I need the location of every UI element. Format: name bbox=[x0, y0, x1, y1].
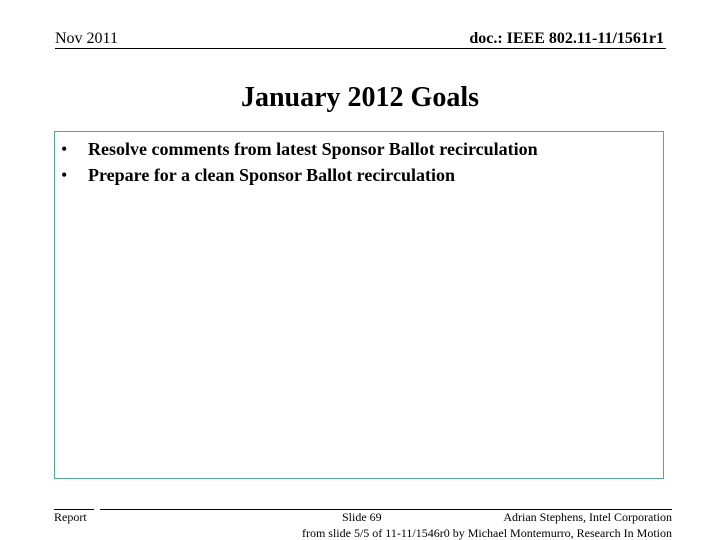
bullet-marker: • bbox=[61, 165, 68, 185]
footer-source: from slide 5/5 of 11-11/1546r0 by Michael Montemurro, Research In Motion bbox=[301, 526, 672, 540]
header-divider bbox=[55, 48, 666, 49]
bullet-list bbox=[61, 136, 659, 188]
bullet-item bbox=[61, 136, 659, 162]
slide-title: January 2012 Goals bbox=[240, 82, 480, 113]
bullet-text: Prepare for a clean Sponsor Ballot recirculation bbox=[88, 165, 455, 185]
bullet-item bbox=[61, 162, 659, 188]
header-doc-id: doc.: IEEE 802.11-11/1561r1 bbox=[469, 30, 664, 47]
bullet-text: Resolve comments from latest Sponsor Ballot recirculation bbox=[88, 139, 538, 159]
bullet-marker: • bbox=[61, 139, 68, 159]
header-date: Nov 2011 bbox=[55, 30, 118, 47]
footer-report-label: Report bbox=[54, 510, 87, 524]
footer-slide-number: Slide 69 bbox=[342, 510, 382, 524]
footer-author: Adrian Stephens, Intel Corporation bbox=[503, 510, 672, 524]
content-box bbox=[54, 131, 664, 479]
